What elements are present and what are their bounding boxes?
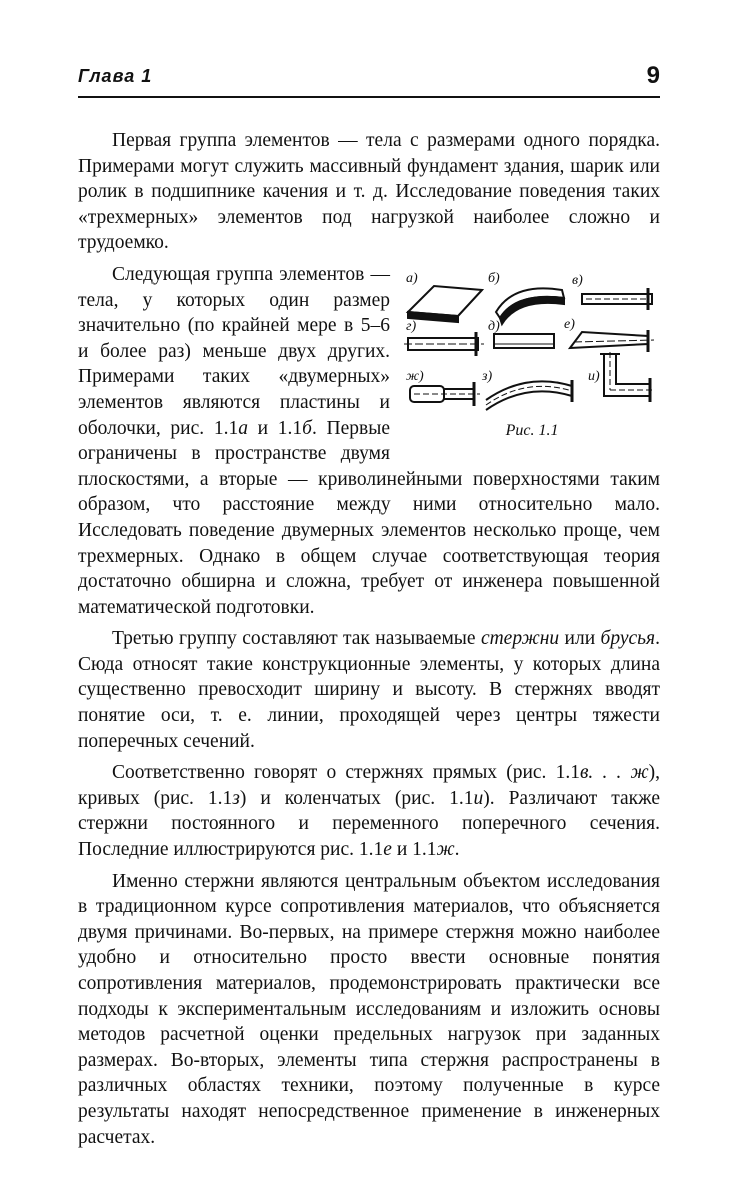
label-zh: ж) <box>406 368 424 384</box>
bent-bar-shape <box>600 352 654 402</box>
paragraph-3 <box>78 626 660 754</box>
running-header <box>78 62 660 94</box>
label-a: а) <box>406 270 418 286</box>
term-sterzhni: стержни <box>480 628 560 650</box>
p4-ref-v-zh: в. . . ж <box>579 762 649 784</box>
figure-1-1 <box>404 268 660 444</box>
p2-text-3: . Первые ограничены в пространстве двумя плоскостями, а вторые — криволинейными поверхностями таким образом, что расстояние между ними относительно мало. Исследовать поведение двумерных элементов несколько проще, чем трехмерных. Однако в общем случае соответствующая теория достаточно обширна и сложна, требует от инженера повышенной математической подготовки. <box>78 417 660 618</box>
p4-ref-e: е <box>383 839 392 861</box>
label-b: б) <box>488 270 500 286</box>
label-e: е) <box>564 316 575 332</box>
p4-ref-z: з <box>232 787 240 809</box>
label-g: г) <box>406 318 417 334</box>
curved-bar-shape <box>486 380 572 410</box>
p3-text-1: Третью группу составляют так называемые <box>112 628 481 650</box>
label-d: д) <box>488 318 500 334</box>
p4-text-4: ). Различают также стержни постоянного и переменного поперечного сечения. Последние иллюстрируются рис. 1.1 <box>78 787 660 861</box>
p3-text-3: . Сюда относят такие конструкционные элементы, у которых длина существенно превосходит ширину и высоту. В стержнях вводят понятие оси, т. е. линии, проходящей через центры тяжести поперечных сечений. <box>78 628 660 752</box>
p2-text-1: Следующая группа элементов — тела, у которых один размер значительно (по крайней мере в 5–6 и более раз) меньше двух других. Примерами таких «двумерных» элементов являются пластины и оболочки, рис. 1.1 <box>78 263 390 439</box>
body-text <box>78 128 660 1156</box>
beam-g-shape <box>404 332 484 356</box>
p3-text-2: или <box>559 628 601 650</box>
p2-ref-a: а <box>238 417 248 439</box>
p2-ref-b: б <box>302 417 312 439</box>
chapter-title: Глава 1 <box>78 66 153 86</box>
plate-shape <box>408 286 482 322</box>
p4-text-3: ) и коленчатых (рис. 1.1 <box>239 787 474 809</box>
figure-drawing <box>404 268 660 418</box>
p4-text-1: Соответственно говорят о стержнях прямых (рис. 1.1 <box>112 762 580 784</box>
p4-text-6: . <box>454 839 460 861</box>
bar-v-shape <box>582 288 652 310</box>
p4-ref-zh: ж <box>436 839 455 861</box>
tapered-bar-shape <box>570 330 654 352</box>
label-z: з) <box>482 368 493 384</box>
figure-caption: Рис. 1.1 <box>505 421 559 439</box>
p4-text-2: ), кривых (рис. 1.1 <box>78 762 661 809</box>
label-i: и) <box>588 368 600 384</box>
p2-text-2: и 1.1 <box>247 417 303 439</box>
paragraph-1: Первая группа элементов — тела с размерами одного порядка. Примерами могут служить массивный фундамент здания, шарик или ролик в подшипнике качения и т. д. Исследование поведения таких «трехмерных» элементов под нагрузкой наиболее сложно и трудоемко. <box>78 130 660 254</box>
header-rule <box>78 96 660 98</box>
bar-d-shape <box>494 334 554 348</box>
label-v: в) <box>572 272 583 288</box>
shell-shape <box>496 288 564 324</box>
stepped-bar-shape <box>410 382 480 406</box>
page-number: 9 <box>646 62 660 89</box>
p4-text-5: и 1.1 <box>391 839 437 861</box>
paragraph-4 <box>78 760 660 862</box>
paragraph-5: Именно стержни являются центральным объектом исследования в традиционном курсе сопротивления материалов, что объясняется двумя причинами. Во-первых, на примере стержня можно наиболее удобно и относительно просто ввести основные понятия сопротивления материалов, продемонстрировать практически все подходы к экспериментальным исследованиям и изложить основы методов расчетной оценки предельных нагрузок при заданных размерах. Во-вторых, элементы типа стержня распространены в различных областях техники, поэтому полученные в курсе результаты находят непосредственное применение в инженерных расчетах. <box>78 870 660 1148</box>
term-brusya: брусья <box>600 628 656 650</box>
p4-ref-i: и <box>473 787 484 809</box>
